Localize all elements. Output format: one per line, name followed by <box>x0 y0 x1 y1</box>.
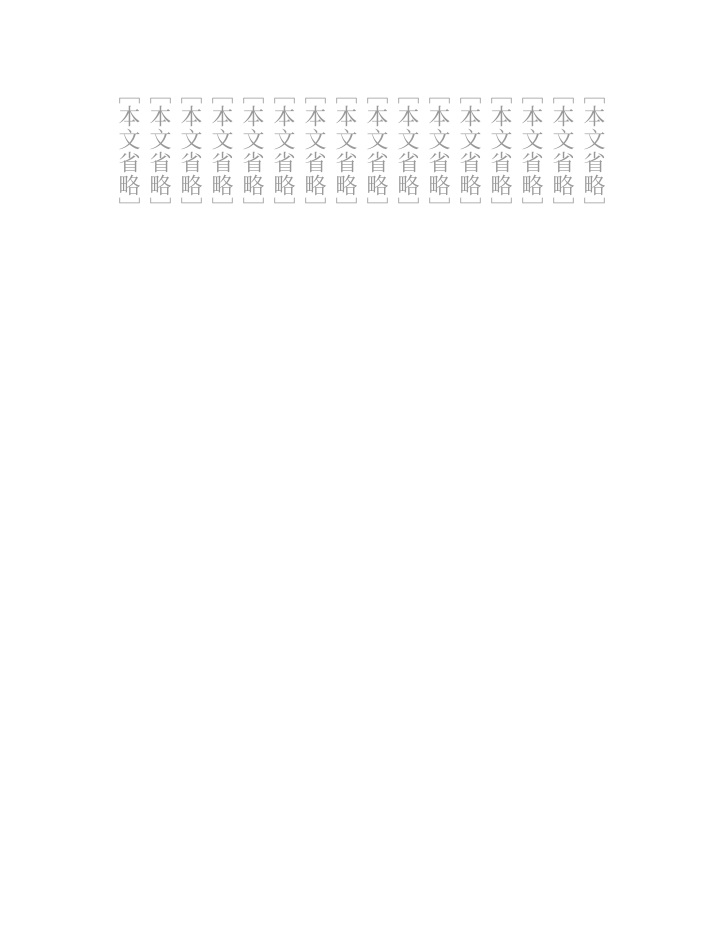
text-line: ［本文省略］ <box>425 82 450 220</box>
text-line: ［本文省略］ <box>270 82 295 220</box>
text-line: ［本文省略］ <box>208 82 233 220</box>
text-line: ［本文省略］ <box>332 82 357 220</box>
text-line: ［本文省略］ <box>363 82 388 220</box>
text-line: ［本文省略］ <box>394 82 419 220</box>
text-line: ［本文省略］ <box>177 82 202 220</box>
text-line: ［本文省略］ <box>580 82 605 220</box>
vertical-text-page <box>108 82 608 842</box>
text-line: ［本文省略］ <box>115 82 140 220</box>
text-line: ［本文省略］ <box>456 82 481 220</box>
text-line: ［本文省略］ <box>518 82 543 220</box>
text-line: ［本文省略］ <box>301 82 326 220</box>
text-line: ［本文省略］ <box>487 82 512 220</box>
text-line: ［本文省略］ <box>146 82 171 220</box>
text-line: ［本文省略］ <box>549 82 574 220</box>
text-line: ［本文省略］ <box>239 82 264 220</box>
